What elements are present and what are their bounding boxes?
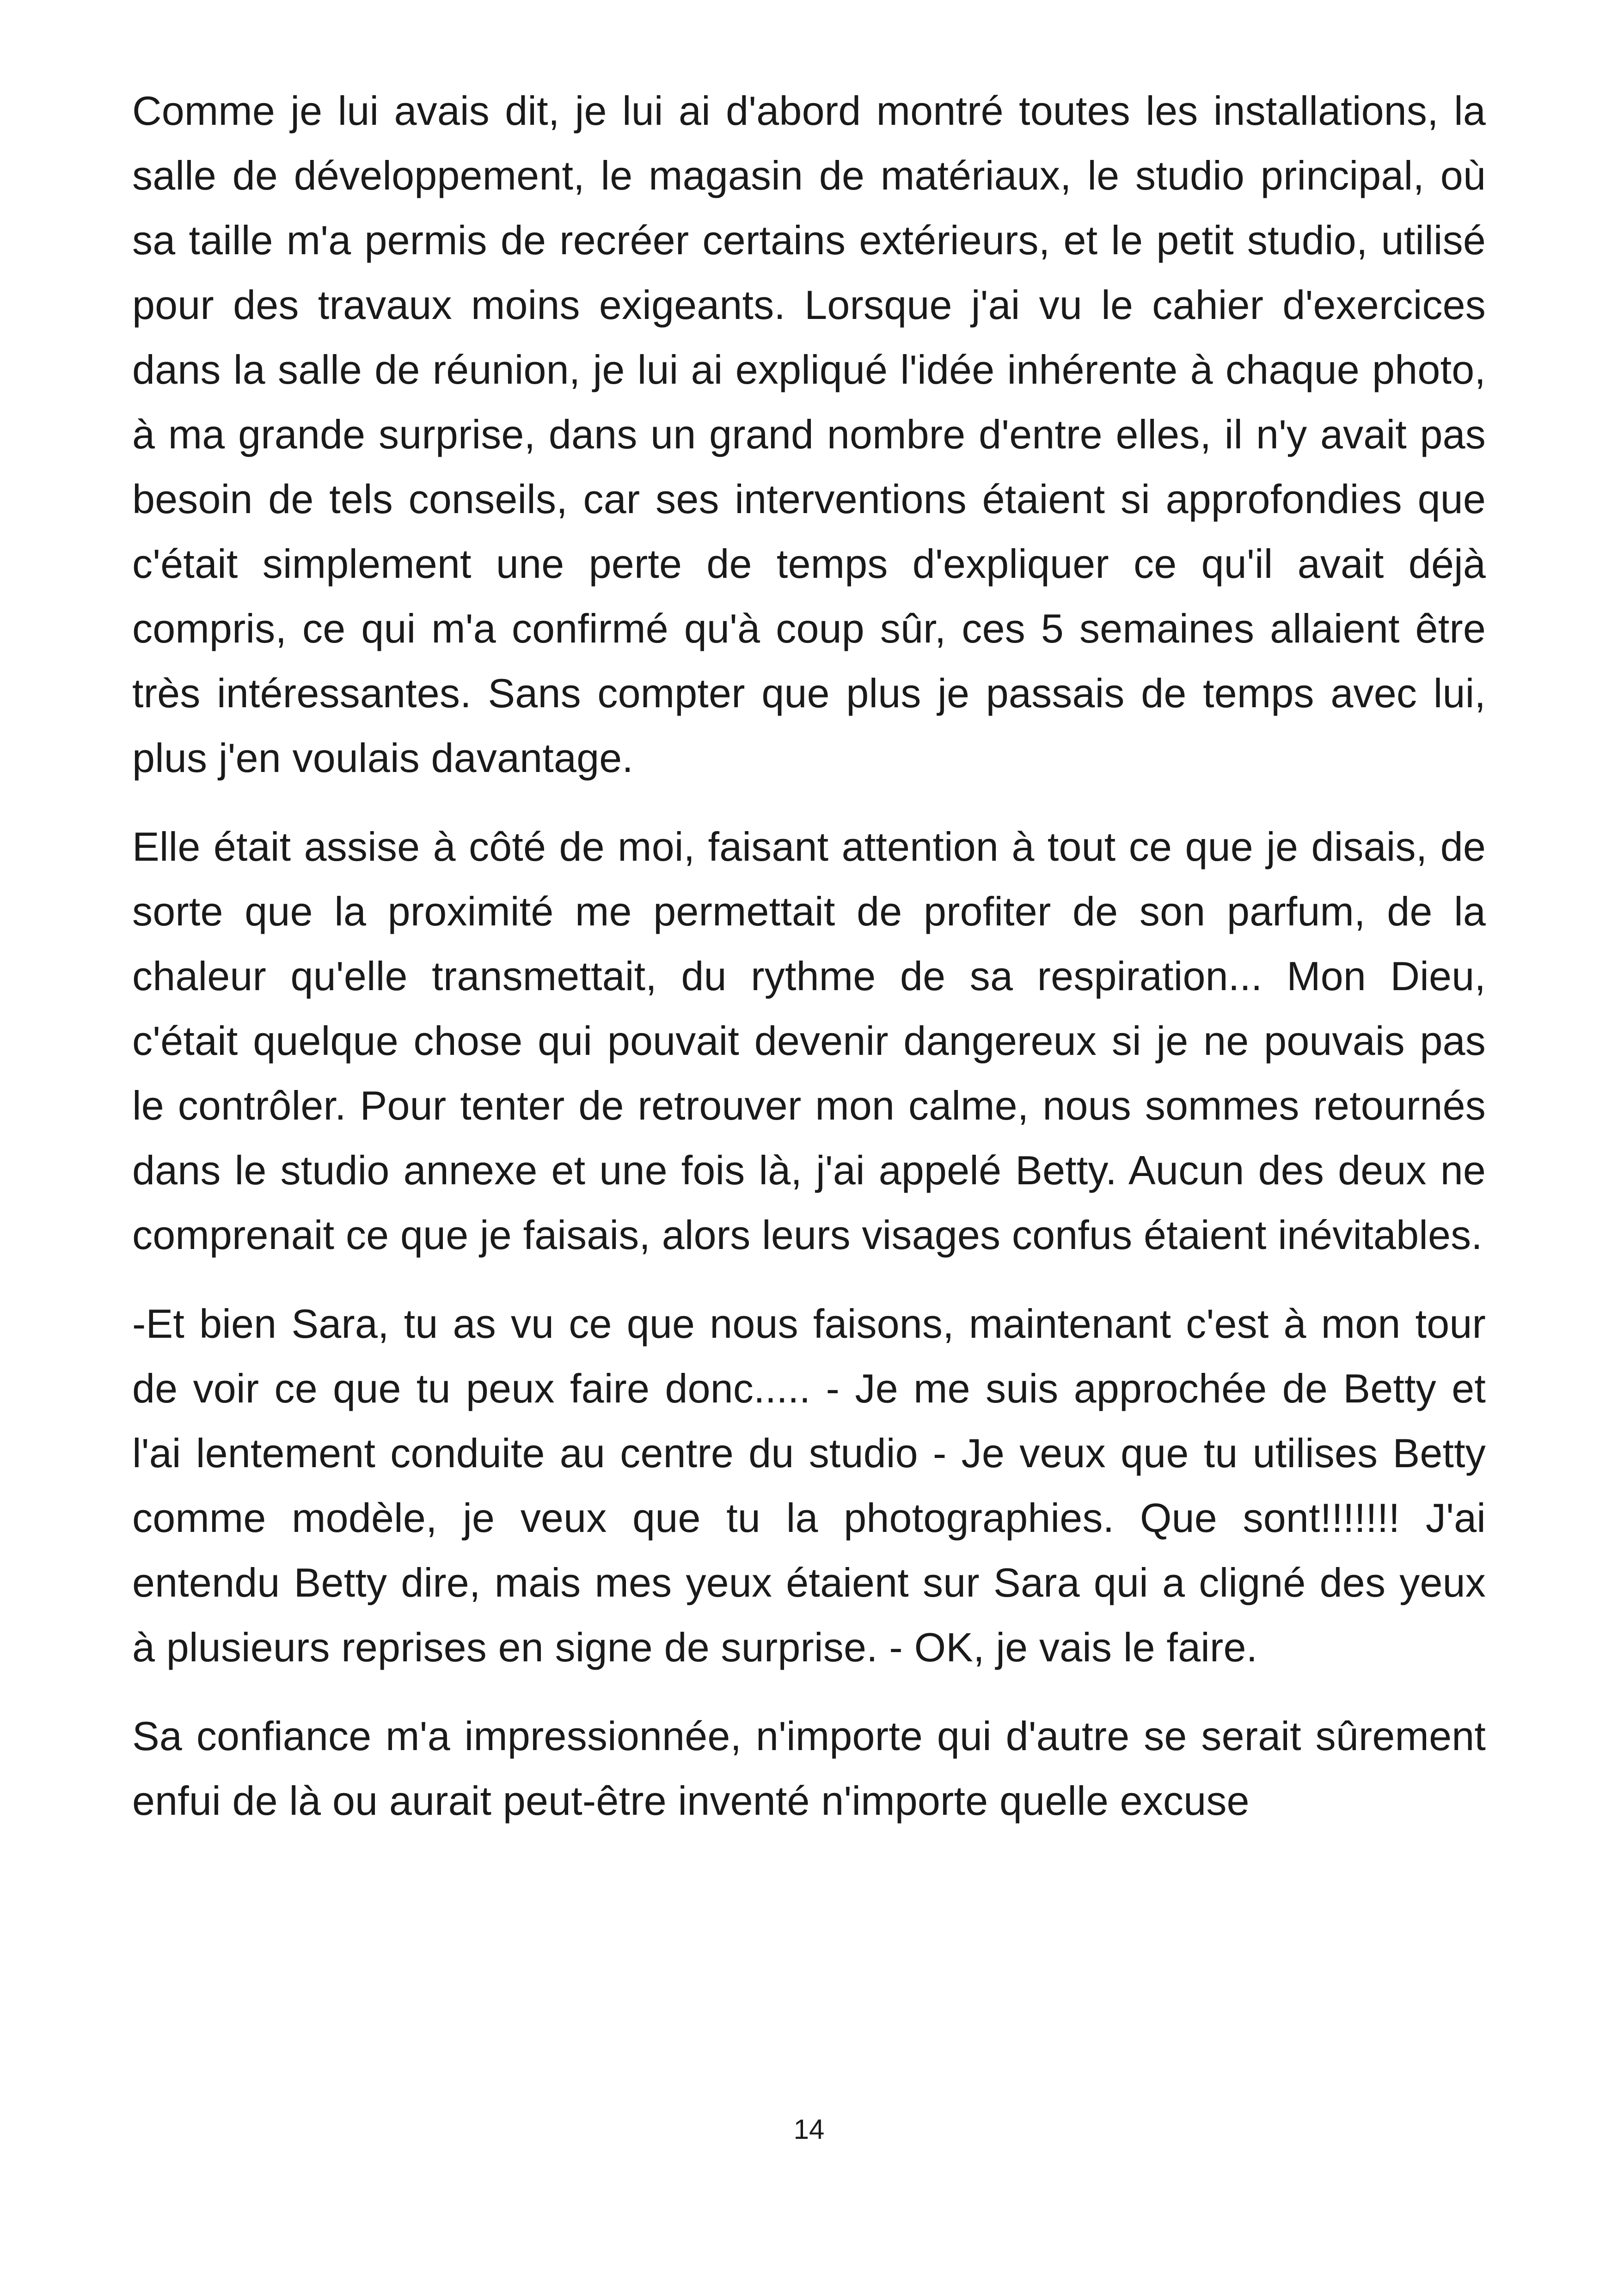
page-number: 14: [793, 2114, 825, 2145]
paragraph-2: Elle était assise à côté de moi, faisant attention à tout ce que je disais, de sorte que la proximité me permettait de profiter de son parfum, de la chaleur qu'elle transmettait, du rythme de sa respiration... Mon Dieu, c'était quelque chose qui pouvait devenir dangereux si je ne pouvais pas le contrôler. Pour tenter de retrouver mon calme, nous sommes retournés dans le studio annexe et une fois là, j'ai appelé Betty. Aucun des deux ne comprenait ce que je faisais, alors leurs visages confus étaient inévitables.: [132, 824, 1486, 1258]
paragraph-3: -Et bien Sara, tu as vu ce que nous faisons, maintenant c'est à mon tour de voir ce que tu peux faire donc..... - Je me suis approchée de Betty et l'ai lentement conduite au centre du studio - Je veux que tu utilises Betty comme modèle, je veux que tu la photographies. Que sont!!!!!!! J'ai entendu Betty dire, mais mes yeux étaient sur Sara qui a cligné des yeux à plusieurs reprises en signe de surprise. - OK, je vais le faire.: [132, 1301, 1486, 1670]
paragraph-1: Comme je lui avais dit, je lui ai d'abord montré toutes les installations, la salle de développement, le magasin de matériaux, le studio principal, où sa taille m'a permis de recréer certains extérieurs, et le petit studio, utilisé pour des travaux moins exigeants. Lorsque j'ai vu le cahier d'exercices dans la salle de réunion, je lui ai expliqué l'idée inhérente à chaque photo, à ma grande surprise, dans un grand nombre d'entre elles, il n'y avait pas besoin de tels conseils, car ses interventions étaient si approfondies que c'était simplement une perte de temps d'expliquer ce qu'il avait déjà compris, ce qui m'a confirmé qu'à coup sûr, ces 5 semaines allaient être très intéressantes. Sans compter que plus je passais de temps avec lui, plus j'en voulais davantage.: [132, 88, 1486, 781]
paragraph-4: Sa confiance m'a impressionnée, n'importe qui d'autre se serait sûrement enfui de là ou aurait peut-être inventé n'importe quelle excuse: [132, 1713, 1486, 1824]
body-text: [132, 79, 1486, 1833]
